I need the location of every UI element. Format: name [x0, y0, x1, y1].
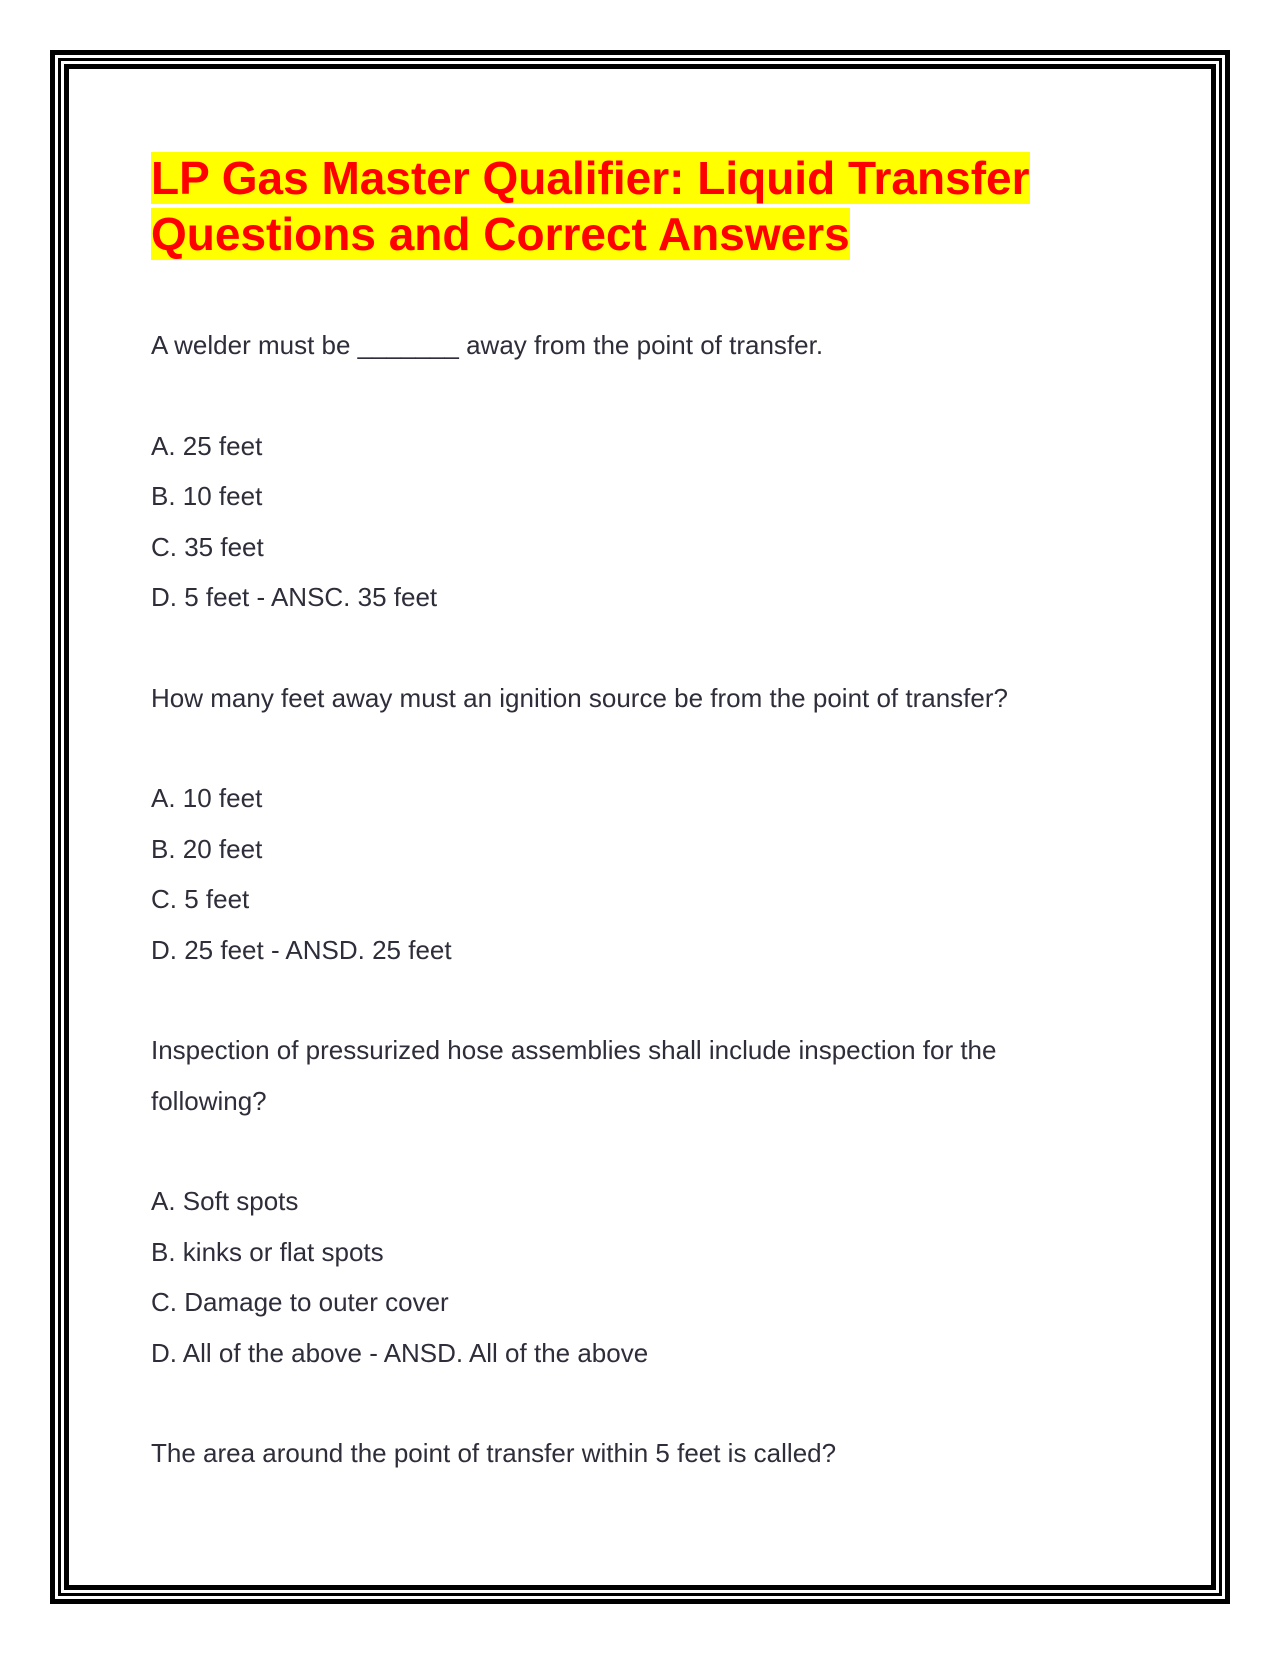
- question-4: [151, 1428, 1131, 1479]
- answer-option: D. 25 feet - ANSD. 25 feet: [151, 934, 452, 965]
- answer-option: A. 25 feet: [151, 430, 263, 461]
- answer-option: B. 20 feet: [151, 833, 263, 864]
- answer-option: A. 10 feet: [151, 783, 263, 813]
- answer-option: C. 5 feet: [151, 884, 250, 914]
- answer-option: C. 35 feet: [151, 531, 264, 562]
- answer-option: B. kinks or flat spots: [151, 1236, 384, 1267]
- question-1: [151, 320, 1131, 623]
- question-text: The area around the point of transfer within 5 feet is called?: [151, 1438, 837, 1468]
- answer-option: D. All of the above - ANSD. All of the above: [151, 1337, 649, 1368]
- title-line-1: LP Gas Master Qualifier: Liquid Transfer: [151, 152, 1030, 204]
- answer-option: B. 10 feet: [151, 481, 263, 511]
- question-text: A welder must be _______ away from the point of transfer.: [151, 330, 824, 360]
- document-body: [151, 150, 1131, 1479]
- question-2: [151, 673, 1131, 976]
- question-3: [151, 1025, 1131, 1378]
- question-text-line-1: Inspection of pressurized hose assemblies shall include inspection for the: [151, 1035, 997, 1065]
- question-text-line-2: following?: [151, 1085, 267, 1116]
- question-text: How many feet away must an ignition source be from the point of transfer?: [151, 682, 1008, 713]
- title-line-2: Questions and Correct Answers: [151, 208, 850, 260]
- answer-option: A. Soft spots: [151, 1186, 299, 1216]
- document-title: [151, 150, 1131, 262]
- answer-option: D. 5 feet - ANSC. 35 feet: [151, 582, 438, 612]
- answer-option: C. Damage to outer cover: [151, 1287, 449, 1317]
